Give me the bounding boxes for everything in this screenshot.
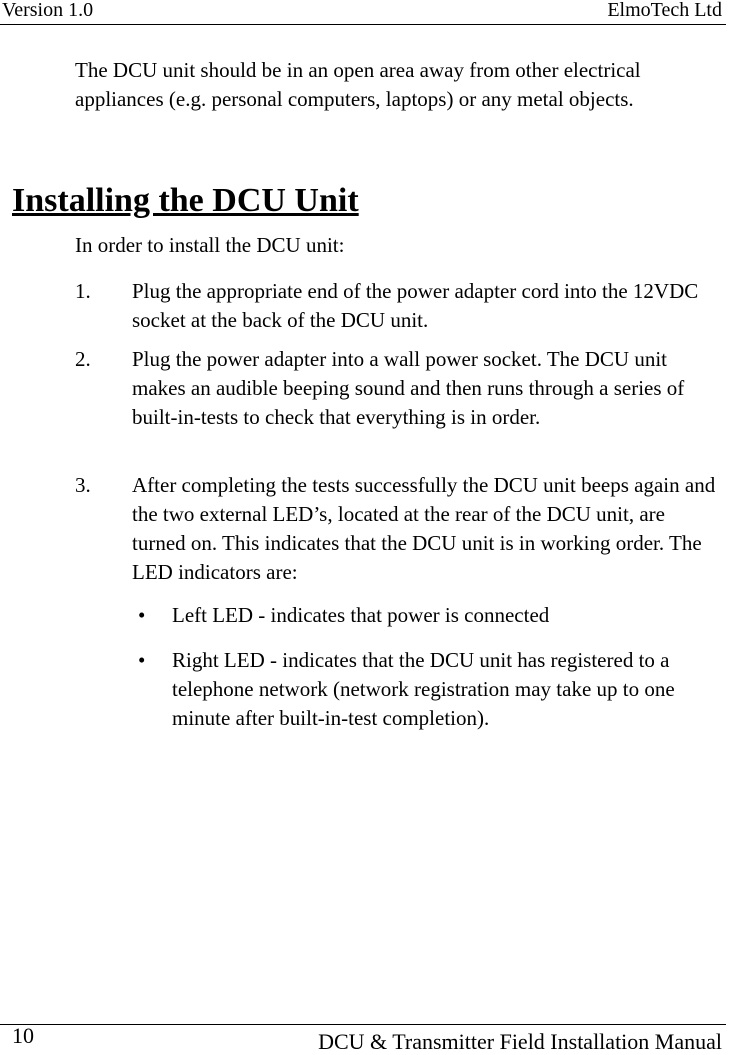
step-number: 1. [75,279,91,303]
intro-paragraph: The DCU unit should be in an open area away from other electrical appliances (e.g. personal computers, laptops) or any metal objects. [75,58,641,111]
bullet-text: Right LED - indicates that the DCU unit has registered to a telephone network (network registration may take up to one minute after built-in-test completion). [172,648,675,730]
step-text: After completing the tests successfully the DCU unit beeps again and the two external LED’s, located at the rear of the DCU unit, are turned on. This indicates that the DCU unit is in working order. The LED indicators are: [132,473,716,584]
page-footer [0,1023,726,1054]
header-version: Version 1.0 [2,0,94,21]
section-heading: Installing the DCU Unit [12,182,359,219]
page-header [0,0,726,25]
step-text: Plug the power adapter into a wall power socket. The DCU unit makes an audible beeping sound and then runs through a series of built-in-tests to check that everything is in order. [132,347,685,429]
step-text: Plug the appropriate end of the power adapter cord into the 12VDC socket at the back of the DCU unit. [132,279,699,332]
bullet-icon: • [138,603,146,627]
page-number: 10 [12,1023,34,1048]
bullet-icon: • [138,648,146,672]
section-lead: In order to install the DCU unit: [75,233,345,257]
header-company: ElmoTech Ltd [607,0,722,21]
step-number: 2. [75,347,91,371]
footer-manual-title: DCU & Transmitter Field Installation Manual [318,1029,722,1054]
step-number: 3. [75,473,91,497]
bullet-text: Left LED - indicates that power is connected [172,603,550,627]
